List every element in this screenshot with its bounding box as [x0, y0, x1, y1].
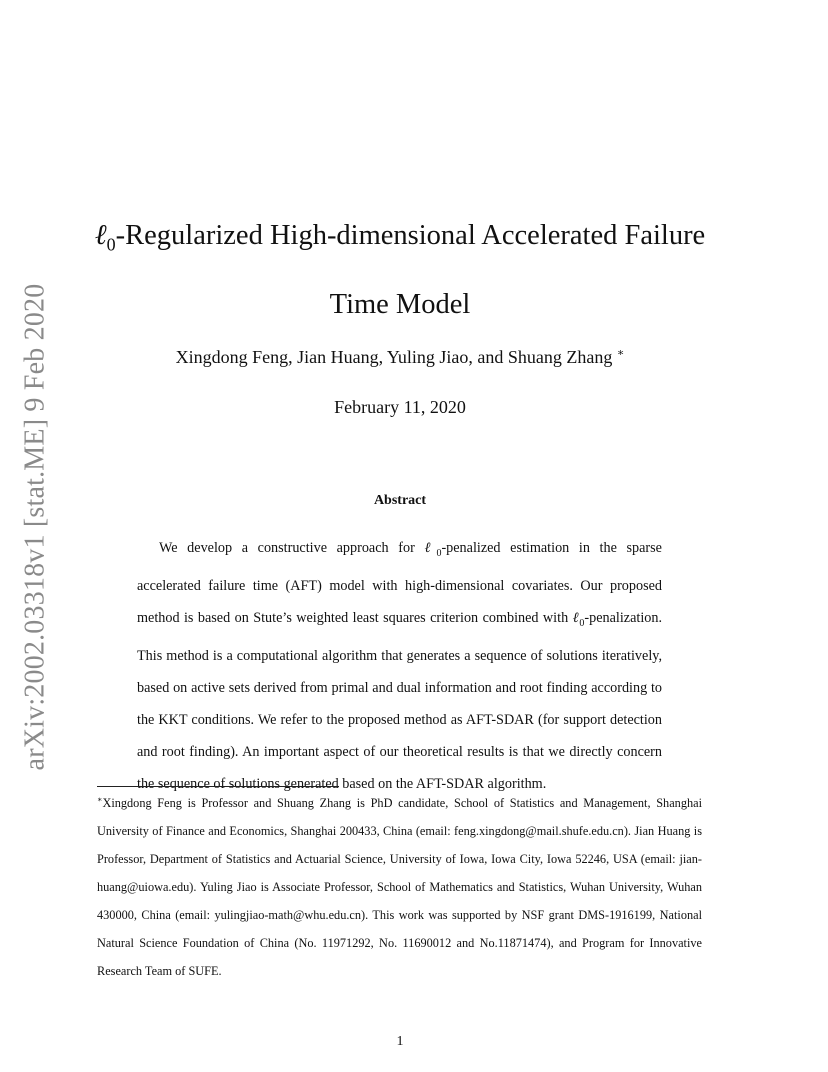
arxiv-identifier-text: arXiv:2002.03318v1 [stat.ME] 9 Feb 2020: [19, 283, 50, 771]
author-footnote-mark: ∗: [616, 347, 625, 359]
abstract-ell-symbol: ℓ: [424, 540, 437, 556]
abstract-ell-symbol-2: ℓ: [572, 609, 580, 626]
abstract-text-part2: -penalized estimation in the sparse accelerated failure time (AFT) model with high-dimensional covariates. Our proposed method is based on Stute’s weighted least squares criterion combined with: [137, 540, 662, 626]
title-ell-subscript: 0: [106, 234, 116, 255]
footnote-text: Xingdong Feng is Professor and Shuang Zhang is PhD candidate, School of Statistics and Management, Shanghai University of Finance and Economics, Shanghai 200433, China (email: feng.xingdong@mail.shufe.edu.cn). Jian Huang is Professor, Department of Statistics and Actuarial Science, University of Iowa, Iowa City, Iowa 52246, USA (email: jian-huang@uiowa.edu). Yuling Jiao is Associate Professor, School of Mathematics and Statistics, Wuhan University, Wuhan 430000, China (email: yulingjiao-math@whu.edu.cn). This work was supported by NSF grant DMS-1916199, National Natural Science Foundation of China (No. 11971292, No. 11690012 and No.11871474), and Program for Innovative Research Team of SUFE.: [97, 796, 702, 979]
paper-title: [90, 206, 710, 335]
title-ell-symbol: ℓ: [94, 220, 107, 251]
author-list: [90, 346, 710, 368]
author-footnote: [97, 786, 702, 985]
abstract-text-part1: We develop a constructive approach for: [159, 540, 425, 556]
author-names: Xingdong Feng, Jian Huang, Yuling Jiao, and Shuang Zhang: [175, 347, 613, 367]
publication-date: February 11, 2020: [334, 397, 466, 417]
abstract-body: [137, 532, 662, 800]
abstract-heading: Abstract: [373, 493, 427, 508]
arxiv-identifier-stamp: [14, 283, 56, 771]
footnote-mark: ∗: [97, 795, 103, 804]
abstract-ell-subscript: 0: [436, 547, 442, 559]
abstract-ell-subscript-2: 0: [579, 617, 585, 629]
page-number: 1: [396, 1034, 404, 1049]
abstract-text-part3: -penalization. This method is a computational algorithm that generates a sequence of solutions iteratively, based on active sets derived from primal and dual information and root finding according to the KKT conditions. We refer to the proposed method as AFT-SDAR (for support detection and root finding). An important aspect of our theoretical results is that we directly concern the sequence of solutions generated based on the AFT-SDAR algorithm.: [137, 609, 662, 792]
title-text: -Regularized High-dimensional Accelerated Failure Time Model: [115, 220, 706, 320]
